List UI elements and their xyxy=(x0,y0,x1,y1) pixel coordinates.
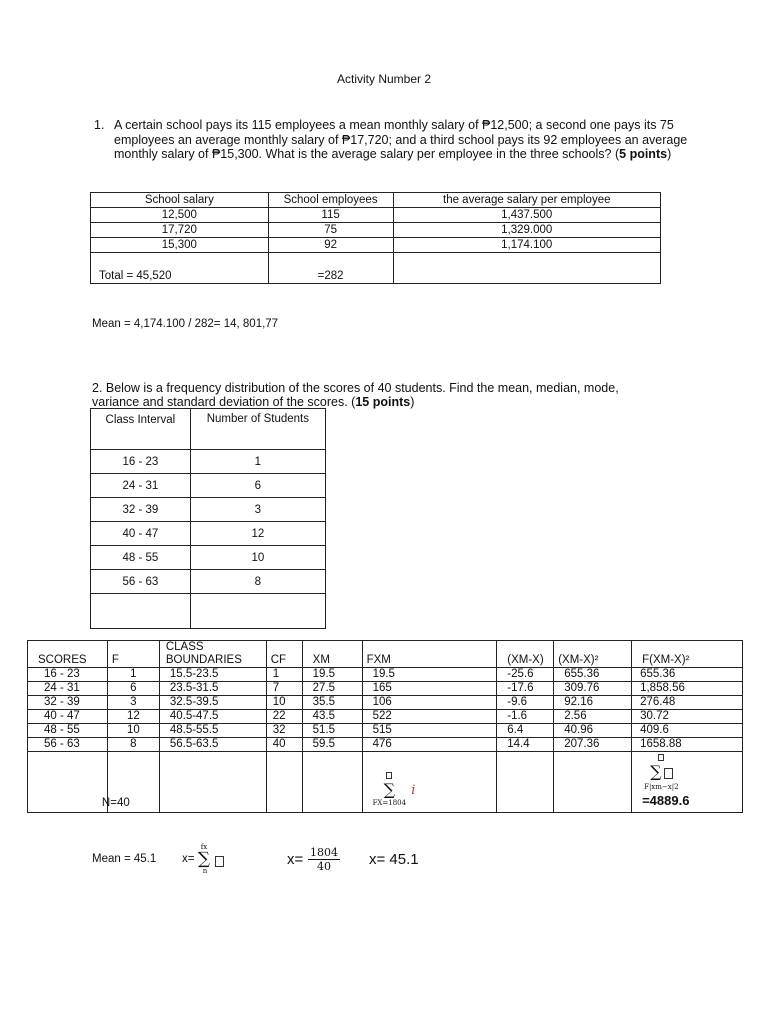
table-cell: -17.6 xyxy=(497,682,554,696)
table-cell: 207.36 xyxy=(554,738,632,752)
table-cell: 12,500 xyxy=(91,208,269,223)
table-cell: 8 xyxy=(190,570,325,594)
table-cell: 10 xyxy=(107,724,159,738)
table-cell: 75 xyxy=(268,223,393,238)
table-cell: 6 xyxy=(190,474,325,498)
deviation-header: (XM-X) xyxy=(497,641,554,668)
table-cell: 24 - 31 xyxy=(28,682,108,696)
table-cell-empty xyxy=(554,752,632,813)
students-header: Number of Students xyxy=(190,409,325,450)
f-sum-sub: F|xm−x|2 xyxy=(644,783,679,791)
question-1-points: 5 points xyxy=(619,147,668,161)
table-cell: 43.5 xyxy=(302,710,362,724)
table-cell: 92.16 xyxy=(554,696,632,710)
table-cell: 655.36 xyxy=(554,668,632,682)
average-header: the average salary per employee xyxy=(393,193,661,208)
table-cell: 56 - 63 xyxy=(28,738,108,752)
table-cell-empty xyxy=(302,752,362,813)
table-cell: 14.4 xyxy=(497,738,554,752)
n-total-label: N=40 xyxy=(101,797,130,809)
placeholder-box-icon xyxy=(386,772,392,779)
sum-icon: ∑ xyxy=(383,780,396,799)
table-cell: 24 - 31 xyxy=(91,474,191,498)
f-sum-total: =4889.6 xyxy=(642,793,690,808)
table-cell: 16 - 23 xyxy=(28,668,108,682)
f-deviation-squared-header: F(XM-X)² xyxy=(632,641,743,668)
table-cell: 3 xyxy=(190,498,325,522)
cf-header: CF xyxy=(266,641,302,668)
table-cell: 40.96 xyxy=(554,724,632,738)
table-cell: 12 xyxy=(107,710,159,724)
mean-result-1: Mean = 4,174.100 / 282= 14, 801,77 xyxy=(92,318,279,330)
page-title: Activity Number 2 xyxy=(336,72,432,86)
table-row xyxy=(28,682,743,696)
placeholder-box-icon xyxy=(658,754,664,761)
formula-bottom: n xyxy=(202,867,208,875)
xm-header: XM xyxy=(302,641,362,668)
deviation-squared-header: (XM-X)² xyxy=(554,641,632,668)
table-cell: 2.56 xyxy=(554,710,632,724)
question-2-close: ) xyxy=(410,395,415,409)
table-cell: 409.6 xyxy=(632,724,743,738)
table-cell: 1,858.56 xyxy=(632,682,743,696)
question-2 xyxy=(92,381,652,409)
table-cell: 48 - 55 xyxy=(28,724,108,738)
table-cell-empty xyxy=(393,253,661,284)
placeholder-box-icon xyxy=(215,856,224,867)
total-employees: =282 xyxy=(268,253,393,284)
computation-table xyxy=(27,640,743,813)
table-cell: 22 xyxy=(266,710,302,724)
fx-italic-i: i xyxy=(411,783,416,798)
table-cell: 23.5-31.5 xyxy=(159,682,266,696)
table-cell: 6.4 xyxy=(497,724,554,738)
f-sum-cell xyxy=(632,752,743,813)
table-cell: 309.76 xyxy=(554,682,632,696)
employees-header: School employees xyxy=(268,193,393,208)
mean-result-value: x= 45.1 xyxy=(369,851,419,868)
table-row xyxy=(28,724,743,738)
table-row xyxy=(28,710,743,724)
mean-label: Mean = 45.1 xyxy=(92,853,157,865)
table-cell: 276.48 xyxy=(632,696,743,710)
big-x: x= xyxy=(287,851,304,868)
table-cell: 3 xyxy=(107,696,159,710)
table-cell: 15.5-23.5 xyxy=(159,668,266,682)
table-cell: 1,174.100 xyxy=(393,238,661,253)
table-cell: 48 - 55 xyxy=(91,546,191,570)
question-1-text xyxy=(114,118,694,162)
table-cell: 19.5 xyxy=(302,668,362,682)
formula-top: fx xyxy=(200,843,208,851)
question-1-body: A certain school pays its 115 employees a mean monthly salary of ₱12,500; a second one pays its 75 employees an average monthly salary of ₱17,720; and a third school pays its 92 employees an average monthly salary of ₱15,300. What is the average salary per employee in the three schools? ( xyxy=(114,118,688,161)
table-cell: 32 xyxy=(266,724,302,738)
formula-sum xyxy=(196,843,212,876)
numerator: 1804 xyxy=(310,846,338,859)
table-cell: -9.6 xyxy=(497,696,554,710)
table-cell: 48.5-55.5 xyxy=(159,724,266,738)
table-cell: 16 - 23 xyxy=(91,450,191,474)
table-cell: 32 - 39 xyxy=(91,498,191,522)
table-cell: 27.5 xyxy=(302,682,362,696)
sum-icon: ∑ xyxy=(197,849,211,869)
table-cell: 1 xyxy=(107,668,159,682)
class-interval-header: Class Interval xyxy=(91,409,191,450)
table-cell: 7 xyxy=(266,682,302,696)
table-cell-empty xyxy=(159,752,266,813)
table-cell: 115 xyxy=(268,208,393,223)
table-cell: 40 - 47 xyxy=(91,522,191,546)
table-cell: 32 - 39 xyxy=(28,696,108,710)
table-cell: 1,329.000 xyxy=(393,223,661,238)
table-row xyxy=(28,696,743,710)
table-cell: 19.5 xyxy=(362,668,497,682)
salary-header: School salary xyxy=(91,193,269,208)
table-cell: 10 xyxy=(266,696,302,710)
placeholder-box-icon xyxy=(664,768,673,779)
class-boundaries-label: CLASS BOUNDARIES xyxy=(165,641,242,666)
table-cell: 515 xyxy=(362,724,497,738)
table-cell: 32.5-39.5 xyxy=(159,696,266,710)
table-row xyxy=(28,668,743,682)
fx-sum-cell xyxy=(362,752,497,813)
table-cell: 35.5 xyxy=(302,696,362,710)
table-cell: -1.6 xyxy=(497,710,554,724)
table-cell: 476 xyxy=(362,738,497,752)
denominator: 40 xyxy=(317,860,331,873)
question-1-number: 1. xyxy=(94,118,105,132)
fx-sum-label: FX=1804 xyxy=(372,799,407,807)
table-cell: 1658.88 xyxy=(632,738,743,752)
table-cell: 40 - 47 xyxy=(28,710,108,724)
scores-header: SCORES xyxy=(28,641,108,668)
table-cell-empty xyxy=(91,594,191,629)
table-cell: 56 - 63 xyxy=(91,570,191,594)
mean-result-2 xyxy=(92,843,452,889)
frequency-table xyxy=(90,408,326,629)
table-cell: 1 xyxy=(266,668,302,682)
class-boundaries-header xyxy=(159,641,266,668)
total-salary: Total = 45,520 xyxy=(91,253,269,284)
table-cell: 12 xyxy=(190,522,325,546)
table-cell: 6 xyxy=(107,682,159,696)
table-cell-empty xyxy=(190,594,325,629)
table-cell: 17,720 xyxy=(91,223,269,238)
table-cell: 522 xyxy=(362,710,497,724)
table-cell: 655.36 xyxy=(632,668,743,682)
question-2-text: 2. Below is a frequency distribution of the scores of 40 students. Find the mean, median, mode, variance and standard deviation of the scores. ( xyxy=(92,381,619,409)
sum-icon: ∑ xyxy=(650,762,662,781)
table-cell: 56.5-63.5 xyxy=(159,738,266,752)
table-cell: 15,300 xyxy=(91,238,269,253)
table-cell: -25.6 xyxy=(497,668,554,682)
table-cell-empty xyxy=(497,752,554,813)
table-cell-empty xyxy=(266,752,302,813)
n-total xyxy=(101,752,159,813)
question-1-close: ) xyxy=(667,147,672,161)
computation-rows xyxy=(28,668,743,752)
fxm-header: FXM xyxy=(362,641,497,668)
table-cell: 59.5 xyxy=(302,738,362,752)
fraction xyxy=(308,846,340,873)
table-cell: 106 xyxy=(362,696,497,710)
table-cell: 10 xyxy=(190,546,325,570)
table-cell: 165 xyxy=(362,682,497,696)
question-2-points: 15 points xyxy=(355,395,411,409)
table-cell: 40 xyxy=(266,738,302,752)
table-cell: 51.5 xyxy=(302,724,362,738)
table-cell: 92 xyxy=(268,238,393,253)
table-cell: 1,437.500 xyxy=(393,208,661,223)
table-cell: 1 xyxy=(190,450,325,474)
question-1 xyxy=(94,118,694,178)
table-cell: 40.5-47.5 xyxy=(159,710,266,724)
table-row xyxy=(28,738,743,752)
table-cell-empty xyxy=(28,752,108,813)
salary-table xyxy=(90,192,661,284)
f-header: F xyxy=(107,641,159,668)
table-cell: 30.72 xyxy=(632,710,743,724)
table-cell: 8 xyxy=(107,738,159,752)
formula-x: x= xyxy=(182,853,195,865)
